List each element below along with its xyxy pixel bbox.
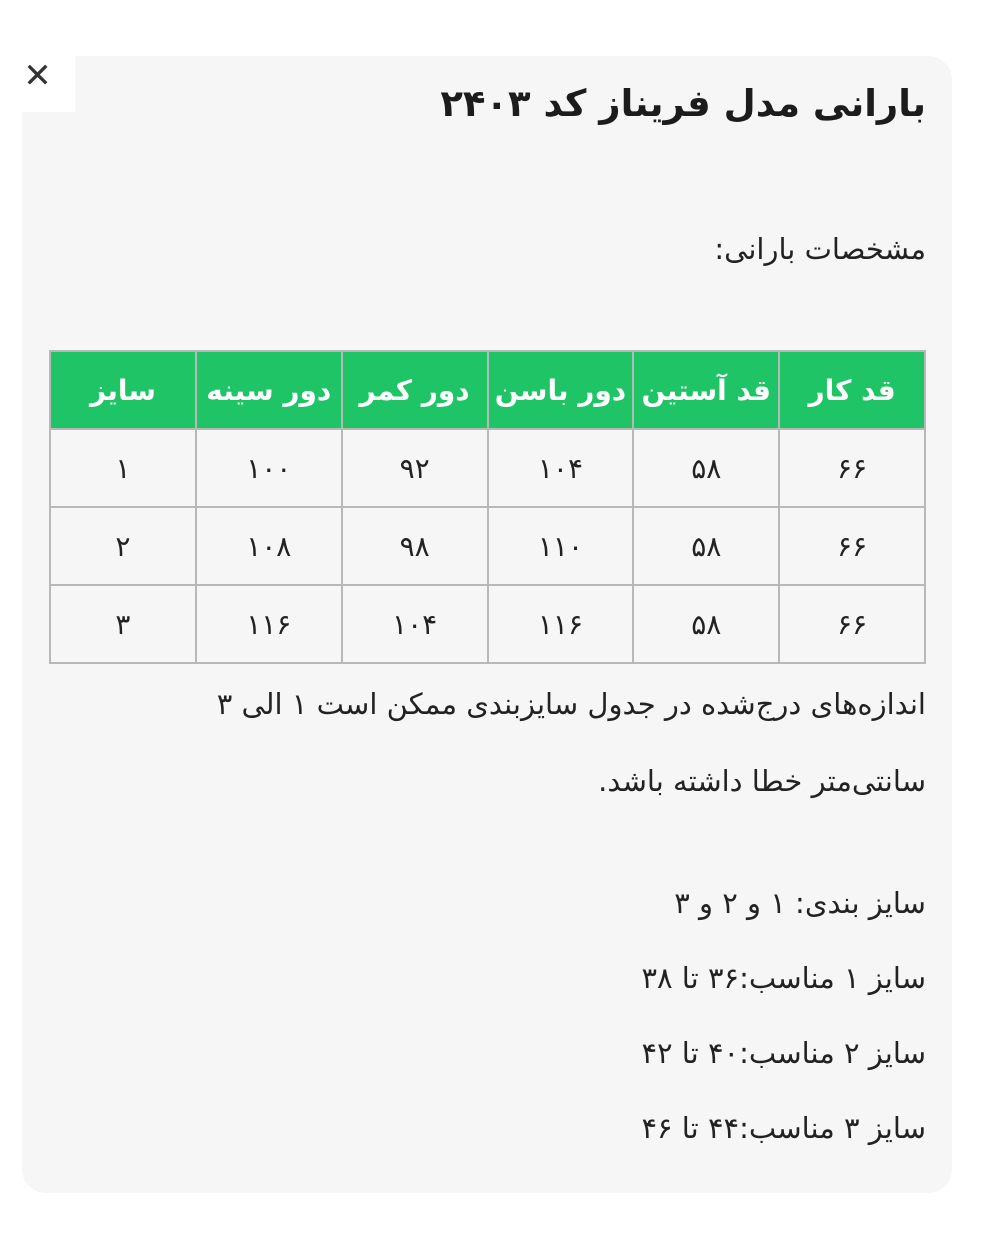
table-cell: ۱: [50, 429, 196, 507]
table-cell: ۱۰۴: [342, 585, 488, 663]
table-cell: ۱۰۴: [488, 429, 634, 507]
column-header-chest: دور سینه: [196, 351, 342, 429]
column-header-length: قد کار: [779, 351, 925, 429]
table-cell: ۶۶: [779, 507, 925, 585]
table-cell: ۱۱۶: [488, 585, 634, 663]
table-cell: ۵۸: [633, 585, 779, 663]
product-title: بارانی مدل فریناز کد ۲۴۰۳: [440, 82, 926, 125]
table-cell: ۶۶: [779, 429, 925, 507]
table-row: [50, 429, 925, 507]
product-details-card: [22, 56, 952, 1193]
table-cell: ۹۸: [342, 507, 488, 585]
size-info-item: سایز بندی: ۱ و ۲ و ۳: [674, 886, 926, 920]
table-header-row: [50, 351, 925, 429]
column-header-sleeve-length: قد آستین: [633, 351, 779, 429]
size-info-item: سایز ۲ مناسب:۴۰ تا ۴۲: [641, 1036, 926, 1070]
table-cell: ۲: [50, 507, 196, 585]
size-info-item: سایز ۱ مناسب:۳۶ تا ۳۸: [641, 961, 926, 995]
specs-heading: مشخصات بارانی:: [714, 232, 926, 266]
table-row: [50, 507, 925, 585]
table-cell: ۱۱۶: [196, 585, 342, 663]
table-cell: ۵۸: [633, 429, 779, 507]
column-header-size: سایز: [50, 351, 196, 429]
table-cell: ۶۶: [779, 585, 925, 663]
size-table-container: [49, 350, 926, 664]
size-accuracy-note: اندازه‌های درج‌شده در جدول سایزبندی ممکن است ۱ الی ۳ سانتی‌متر خطا داشته باشد.: [216, 687, 926, 798]
column-header-waist: دور کمر: [342, 351, 488, 429]
table-cell: ۳: [50, 585, 196, 663]
table-cell: ۱۱۰: [488, 507, 634, 585]
table-cell: ۱۰۰: [196, 429, 342, 507]
size-info-item: سایز ۳ مناسب:۴۴ تا ۴۶: [641, 1111, 926, 1145]
table-row: [50, 585, 925, 663]
table-cell: ۱۰۸: [196, 507, 342, 585]
close-icon[interactable]: ✕: [0, 40, 75, 112]
table-cell: ۹۲: [342, 429, 488, 507]
size-info-list: [641, 866, 926, 1166]
table-cell: ۵۸: [633, 507, 779, 585]
column-header-hip: دور باسن: [488, 351, 634, 429]
size-table: [49, 350, 926, 664]
